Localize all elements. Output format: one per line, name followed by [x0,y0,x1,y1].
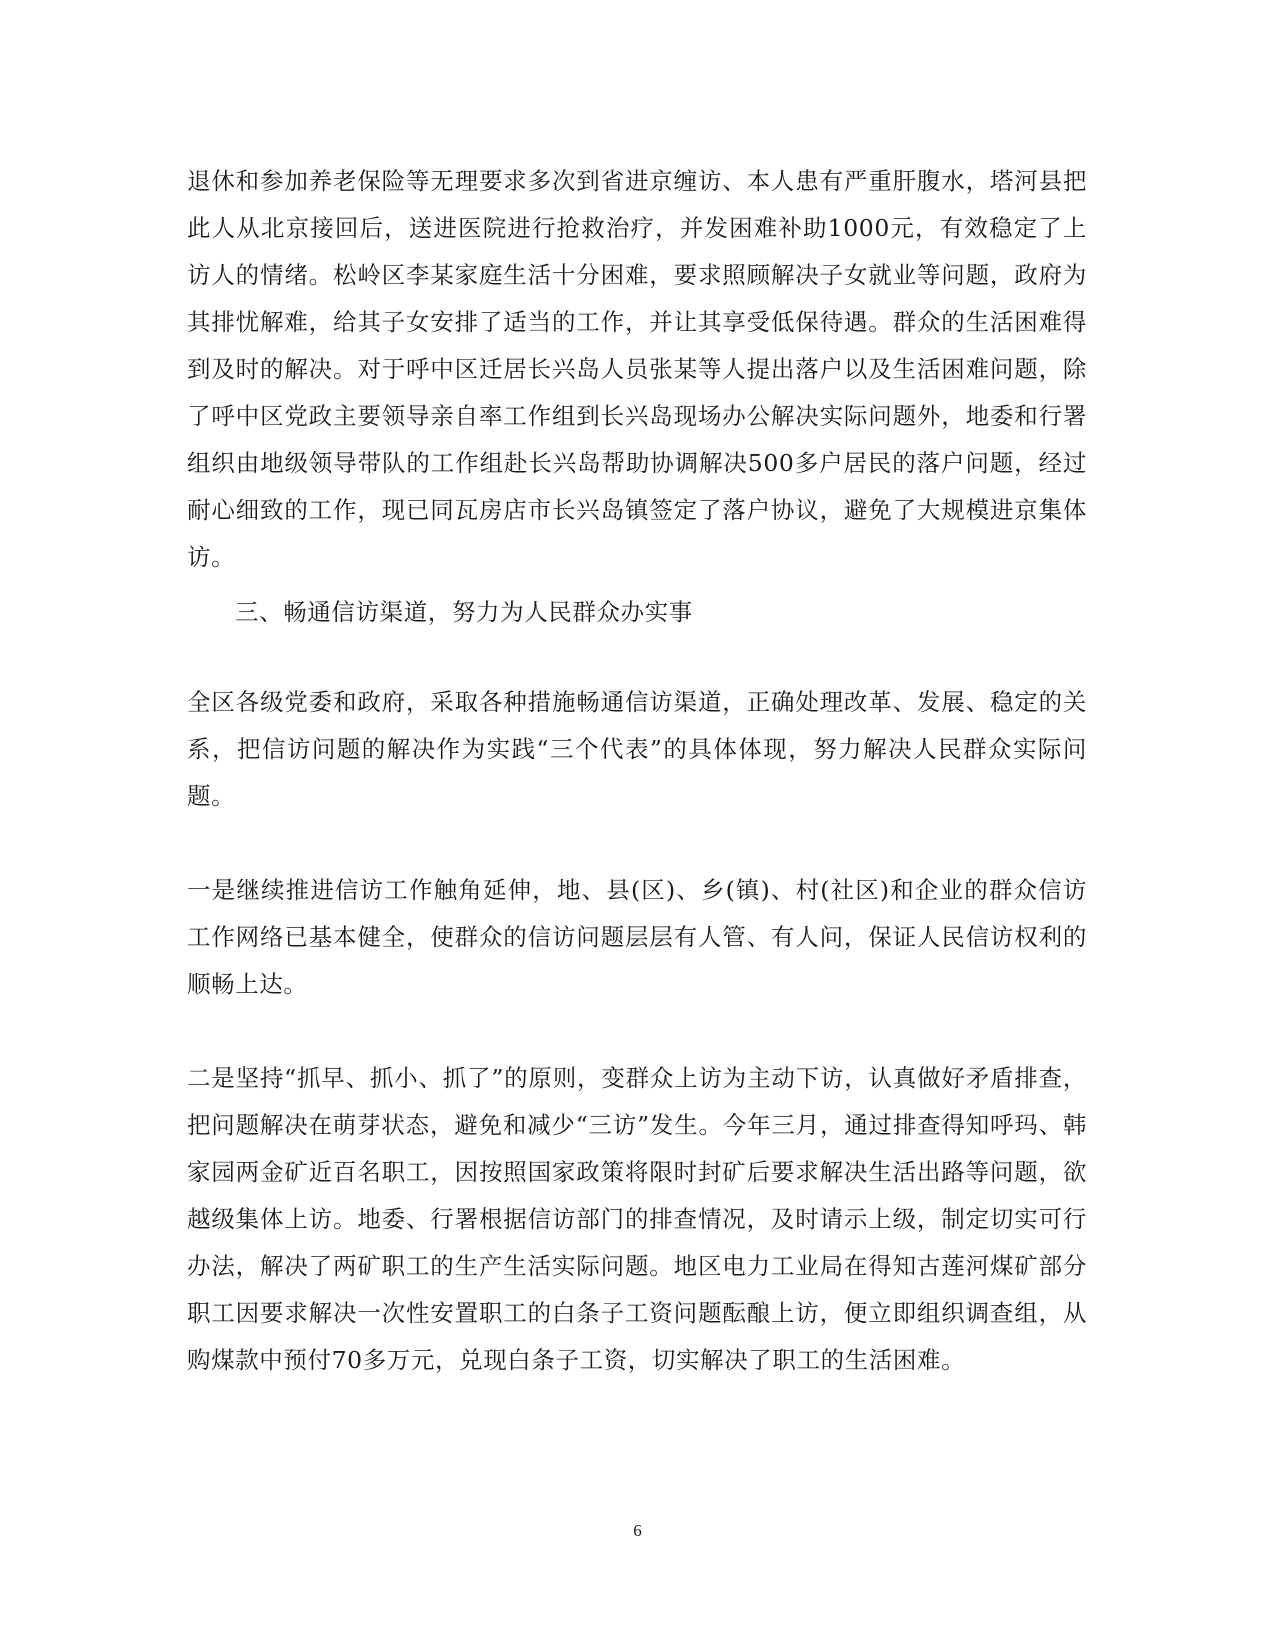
paragraph-point-two: 二是坚持“抓早、抓小、抓了”的原则，变群众上访为主动下访，认真做好矛盾排查，把问题解决在萌芽状态，避免和减少“三访”发生。今年三月，通过排查得知呼玛、韩家园两金矿近百名职工，因按照国家政策将限时封矿后要求解决生活出路等问题，欲越级集体上访。地委、行署根据信访部门的排查情况，及时请示上级，制定切实可行办法，解决了两矿职工的生产生活实际问题。地区电力工业局在得知古莲河煤矿部分职工因要求解决一次性安置职工的白条子工资问题酝酿上访，便立即组织调查组，从购煤款中预付70多万元，兑现白条子工资，切实解决了职工的生活困难。 [187,1064,1087,1374]
paragraph-point-one: 一是继续推进信访工作触角延伸，地、县(区)、乡(镇)、村(社区)和企业的群众信访工作网络已基本健全，使群众的信访问题层层有人管、有人问，保证人民信访权利的顺畅上达。 [187,876,1087,998]
page-number: 6 [633,1521,642,1540]
section-heading: 三、畅通信访渠道，努力为人民群众办实事 [235,598,693,626]
paragraph-petition-cases: 退休和参加养老保险等无理要求多次到省进京缠访、本人患有严重肝腹水，塔河县把此人从北京接回后，送进医院进行抢救治疗，并发困难补助1000元，有效稳定了上访人的情绪。松岭区李某家庭生活十分困难，要求照顾解决子女就业等问题，政府为其排忧解难，给其子女安排了适当的工作，并让其享受低保待遇。群众的生活困难得到及时的解决。对于呼中区迁居长兴岛人员张某等人提出落户以及生活困难问题，除了呼中区党政主要领导亲自率工作组到长兴岛现场办公解决实际问题外，地委和行署组织由地级领导带队的工作组赴长兴岛帮助协调解决500多户居民的落户问题，经过耐心细致的工作，现已同瓦房店市长兴岛镇签定了落户协议，避免了大规模进京集体访。 [187,167,1087,571]
paragraph-channels-intro: 全区各级党委和政府，采取各种措施畅通信访渠道，正确处理改革、发展、稳定的关系，把信访问题的解决作为实践“三个代表”的具体体现，努力解决人民群众实际问题。 [187,688,1087,810]
